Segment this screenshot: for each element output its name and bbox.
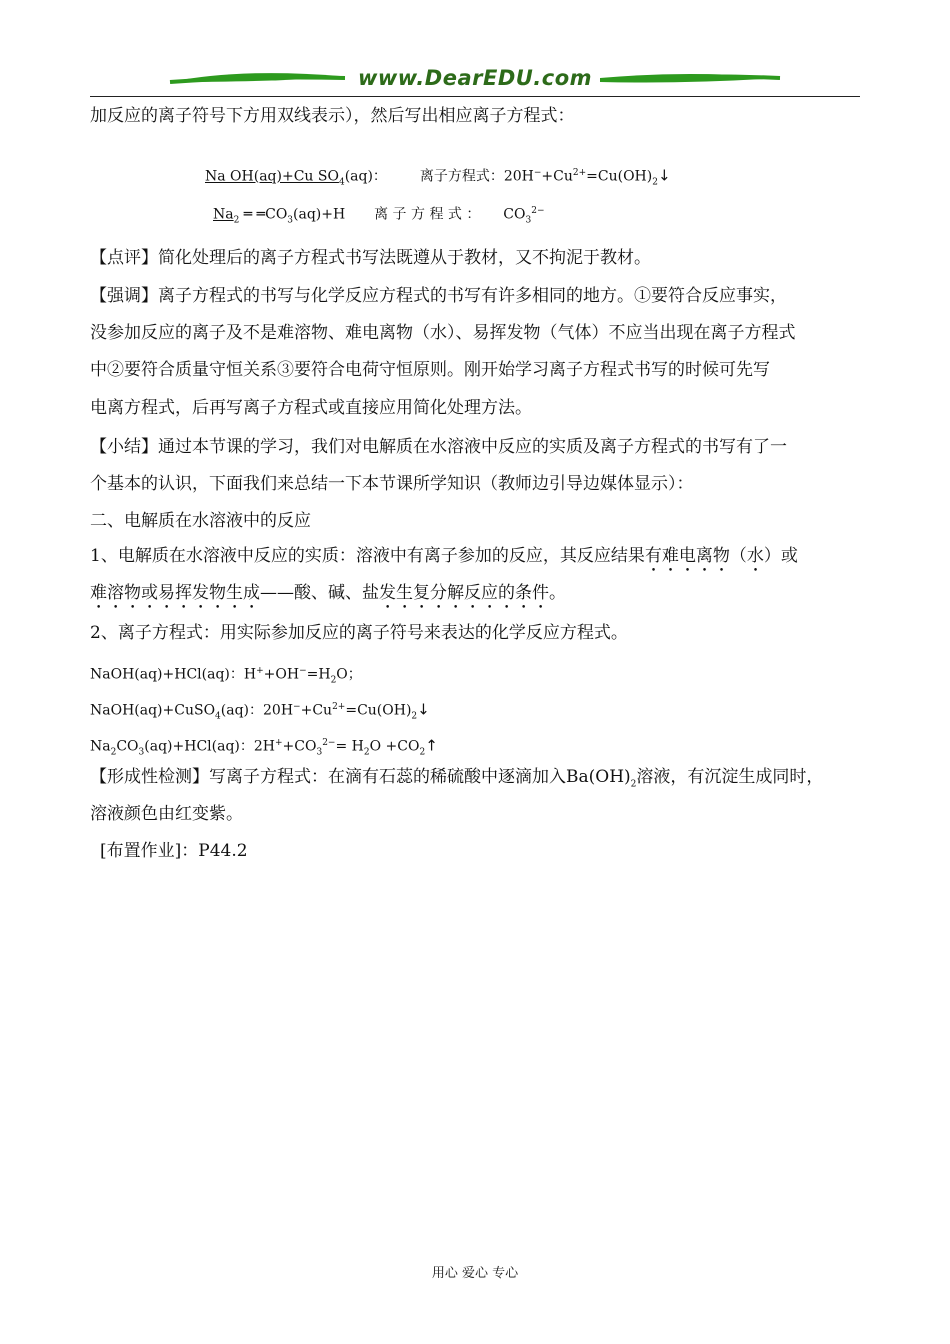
eq1-sub2: 2	[652, 177, 658, 188]
eq1-label: 离子方程式：20H	[419, 168, 534, 185]
test1-text: 【形成性检测】写离子方程式：在滴有石蕊的稀硫酸中逐滴加入Ba(OH)	[90, 767, 631, 787]
r3-sub1: 2	[110, 747, 117, 758]
r1-sup2: −	[299, 666, 307, 676]
eq1-sup1: −	[533, 168, 542, 178]
down-arrow-icon: ↓	[417, 700, 430, 719]
eq2-sub: 2	[233, 215, 240, 226]
item-1-line-2	[90, 582, 566, 613]
item1b-dotted-2: 发生复分解反应的条件	[379, 583, 549, 603]
r3-tail: = H	[335, 738, 364, 755]
eq2-co-sub: 3	[525, 215, 532, 226]
reaction-2	[90, 696, 430, 727]
r2-cu: +Cu	[300, 702, 333, 719]
r2-sub1: 4	[215, 711, 221, 722]
r1-sup1: +	[256, 666, 264, 676]
intro-line: 加反应的离子符号下方用双线表示），然后写出相应离子方程式：	[90, 106, 575, 126]
r3-co: CO	[116, 738, 139, 755]
item1b-mid: ——酸、碱、盐	[260, 583, 379, 603]
header-banner	[90, 62, 860, 98]
reaction-3	[90, 732, 438, 763]
reaction-1	[90, 660, 362, 691]
item1a-dotted: 有难电离物（水）	[644, 546, 781, 566]
homework-line: [布置作业]：P44.2	[100, 841, 248, 861]
page-footer: 用心 爱心 专心	[431, 1266, 519, 1281]
eq2-sub2: 3	[287, 215, 294, 226]
eq2-co: CO	[503, 206, 526, 223]
r3-sub2: 3	[138, 747, 145, 758]
eq1-tail: (aq)：	[344, 168, 387, 185]
test1-end: 溶液，有沉淀生成同时，	[636, 767, 824, 787]
comment-paragraph: 【点评】简化处理后的离子方程式书写法既遵从于教材，又不拘泥于教材。	[90, 248, 651, 268]
r3-sup1: +	[275, 738, 283, 748]
summary-line-2: 个基本的认识，下面我们来总结一下本节课所学知识（教师边引导边媒体显示）：	[90, 474, 694, 494]
summary-line-1: 【小结】通过本节课的学习，我们对电解质在水溶液中反应的实质及离子方程式的书写有了一	[90, 437, 787, 457]
eq1-sub: 4	[338, 177, 345, 188]
eq1-product: =Cu(OH)	[586, 168, 653, 185]
eq2-co3: ═ ═CO	[243, 206, 288, 223]
eq1-reactants: Na OH(aq)+Cu SO	[205, 168, 339, 185]
item-1-line-1	[90, 545, 798, 576]
r2-sup2: 2+	[332, 702, 346, 712]
r2-mid: (aq)：20H	[220, 702, 294, 719]
equation-2	[213, 200, 545, 231]
eq2-label: 离 子 方 程 式 ：	[374, 206, 481, 223]
section-heading: 二、电解质在水溶液中的反应	[90, 511, 311, 531]
r3-sub5: 2	[419, 747, 426, 758]
equation-1	[205, 162, 671, 193]
eq2-na: Na	[213, 206, 234, 223]
site-logo: www.DearEDU.com	[357, 66, 593, 90]
eq1-mid: +Cu	[541, 168, 573, 185]
eq2-co-sup: 2−	[531, 206, 545, 216]
r1-text: NaOH(aq)+HCl(aq)：H	[90, 666, 257, 683]
r2-sub2: 2	[411, 711, 418, 722]
item1b-end: 。	[549, 583, 566, 603]
r2-tail: =Cu(OH)	[345, 702, 412, 719]
r3-na: Na	[90, 738, 111, 755]
item-2: 2、离子方程式：用实际参加反应的离子符号来表达的化学反应方程式。	[90, 623, 628, 643]
item1a-text: 1、电解质在水溶液中反应的实质：溶液中有离子参加的反应，其反应结果	[90, 546, 645, 566]
r1-end: O；	[336, 666, 362, 683]
test-line-2: 溶液颜色由红变紫。	[90, 804, 243, 824]
item1b-dotted: 难溶物或易挥发物生成	[90, 583, 260, 603]
r3-sub3: 3	[316, 747, 323, 758]
r2-text: NaOH(aq)+CuSO	[90, 702, 216, 719]
test-line-1	[90, 766, 823, 795]
test1-sub: 2	[630, 779, 637, 790]
r3-mid: (aq)+HCl(aq)：2H	[144, 738, 275, 755]
eq2-tail: (aq)+H	[293, 206, 346, 223]
r1-sub: 2	[330, 675, 337, 686]
header-divider	[90, 96, 860, 97]
emphasis-line-4: 电离方程式，后再写离子方程式或直接应用简化处理方法。	[90, 398, 532, 418]
r3-sub4: 2	[363, 747, 370, 758]
up-arrow-icon: ↑	[425, 736, 438, 755]
emphasis-line-2: 没参加反应的离子及不是难溶物、难电离物（水）、易挥发物（气体）不应当出现在离子方程式	[90, 323, 796, 343]
r1-mid: +OH	[263, 666, 300, 683]
emphasis-line-3: 中②要符合质量守恒关系③要符合电荷守恒原则。刚开始学习离子方程式书写的时候可先写	[90, 360, 770, 380]
r3-o: O +CO	[369, 738, 420, 755]
r1-tail: =H	[306, 666, 331, 683]
down-arrow-icon: ↓	[657, 166, 671, 185]
r3-sup2: 2−	[322, 738, 336, 748]
eq1-sup2: 2+	[572, 168, 587, 178]
r2-sup1: −	[293, 702, 301, 712]
item1a-end: 或	[780, 546, 798, 566]
emphasis-line-1: 【强调】离子方程式的书写与化学反应方程式的书写有许多相同的地方。①要符合反应事实，	[90, 286, 787, 306]
r3-co2: +CO	[282, 738, 317, 755]
